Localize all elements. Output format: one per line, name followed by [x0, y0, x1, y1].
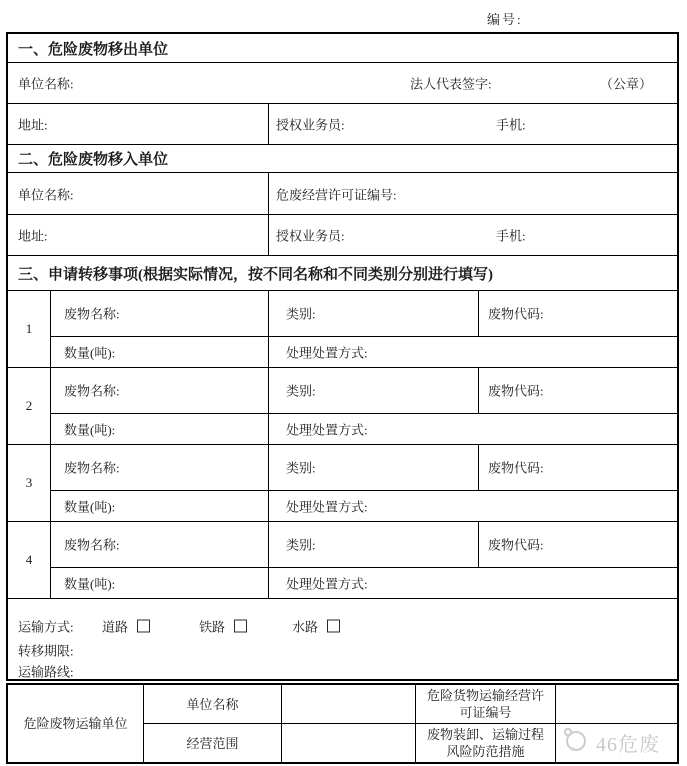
section1-title: 一、危险废物移出单位	[18, 41, 169, 58]
water-label: 水路	[292, 619, 319, 635]
carrier-unit-name-value-cell	[282, 685, 415, 723]
divider	[268, 215, 269, 255]
section2-address-row	[8, 214, 677, 255]
divider	[478, 368, 479, 413]
disposal-label: 处理处置方式:	[286, 345, 368, 361]
item-number: 3	[25, 475, 33, 490]
divider	[50, 413, 677, 414]
carrier-scope-label: 经营范围	[186, 735, 239, 751]
unit-name-label: 单位名称:	[18, 76, 74, 92]
divider	[50, 522, 51, 598]
waste-code-label: 废物代码:	[488, 383, 544, 399]
carrier-scope-value-cell	[282, 724, 415, 762]
divider	[50, 567, 677, 568]
waste-name-label: 废物名称:	[64, 537, 120, 553]
transport-row	[8, 598, 677, 679]
legal-rep-label: 法人代表签字:	[410, 76, 492, 92]
category-label: 类别:	[286, 306, 316, 322]
disposal-label: 处理处置方式:	[286, 499, 368, 515]
category-label: 类别:	[286, 383, 316, 399]
divider	[50, 291, 51, 367]
divider	[268, 173, 269, 214]
46weifei-logo-icon	[560, 724, 590, 760]
agent-label: 授权业务员:	[276, 228, 345, 244]
waste-code-label: 废物代码:	[488, 306, 544, 322]
quantity-label: 数量(吨):	[64, 345, 116, 361]
road-checkbox[interactable]	[137, 620, 150, 633]
divider	[50, 336, 677, 337]
category-label: 类别:	[286, 537, 316, 553]
waste-name-label: 废物名称:	[64, 460, 120, 476]
section2-unit-row	[8, 172, 677, 214]
transport-mode-label: 运输方式:	[18, 619, 74, 635]
item-row-2	[8, 367, 677, 444]
disposal-label: 处理处置方式:	[286, 576, 368, 592]
water-checkbox[interactable]	[327, 620, 340, 633]
section1-address-row	[8, 103, 677, 144]
mobile-label: 手机:	[496, 117, 526, 133]
waste-code-label: 废物代码:	[488, 537, 544, 553]
divider	[268, 104, 269, 144]
address-label: 地址:	[18, 228, 48, 244]
section3-title: 三、申请转移事项(根据实际情况，按不同名称和不同类别分别进行填写)	[8, 255, 677, 290]
item-row-4	[8, 521, 677, 598]
waste-name-label: 废物名称:	[64, 306, 120, 322]
transport-option-road	[102, 617, 150, 636]
section1-unit-row	[8, 62, 677, 103]
divider	[268, 368, 269, 444]
carrier-title-cell: 危险废物运输单位	[23, 716, 128, 731]
rail-label: 铁路	[199, 619, 226, 635]
item-number: 2	[25, 398, 33, 413]
transport-option-water	[292, 617, 340, 636]
divider	[268, 522, 269, 598]
license-label: 危废经营许可证编号:	[276, 187, 397, 202]
seal-label: （公章）	[600, 76, 653, 92]
divider	[268, 445, 269, 521]
carrier-unit-name-label: 单位名称	[186, 696, 239, 712]
waste-name-label: 废物名称:	[64, 383, 120, 399]
section2-title: 二、危险废物移入单位	[8, 144, 677, 172]
divider	[50, 368, 51, 444]
address-label: 地址:	[18, 117, 48, 133]
disposal-label: 处理处置方式:	[286, 422, 368, 438]
form-number-label: 编号:	[487, 12, 523, 27]
rail-checkbox[interactable]	[234, 620, 247, 633]
watermark	[560, 724, 660, 760]
carrier-risk-label: 废物装卸、运输过程风险防范措施	[426, 727, 544, 759]
quantity-label: 数量(吨):	[64, 576, 116, 592]
divider	[50, 445, 51, 521]
item-number: 4	[25, 552, 33, 567]
carrier-license-value-cell	[556, 685, 677, 723]
quantity-label: 数量(吨):	[64, 422, 116, 438]
mobile-label: 手机:	[496, 228, 526, 244]
item-number: 1	[25, 321, 33, 336]
quantity-label: 数量(吨):	[64, 499, 116, 515]
divider	[268, 291, 269, 367]
carrier-license-label: 危险货物运输经营许可证编号	[426, 688, 544, 720]
divider	[478, 291, 479, 336]
divider	[478, 445, 479, 490]
divider	[50, 490, 677, 491]
category-label: 类别:	[286, 460, 316, 476]
main-form-table	[6, 32, 679, 681]
road-label: 道路	[102, 619, 129, 635]
item-row-3	[8, 444, 677, 521]
transport-option-rail	[199, 617, 247, 636]
watermark-text: 46危废	[596, 733, 660, 756]
item-row-1	[8, 290, 677, 367]
divider	[478, 522, 479, 567]
unit-name-label: 单位名称:	[18, 187, 74, 202]
transport-route-label: 运输路线:	[18, 664, 74, 680]
transfer-period-label: 转移期限:	[18, 643, 74, 659]
waste-code-label: 废物代码:	[488, 460, 544, 476]
agent-label: 授权业务员:	[276, 117, 345, 133]
